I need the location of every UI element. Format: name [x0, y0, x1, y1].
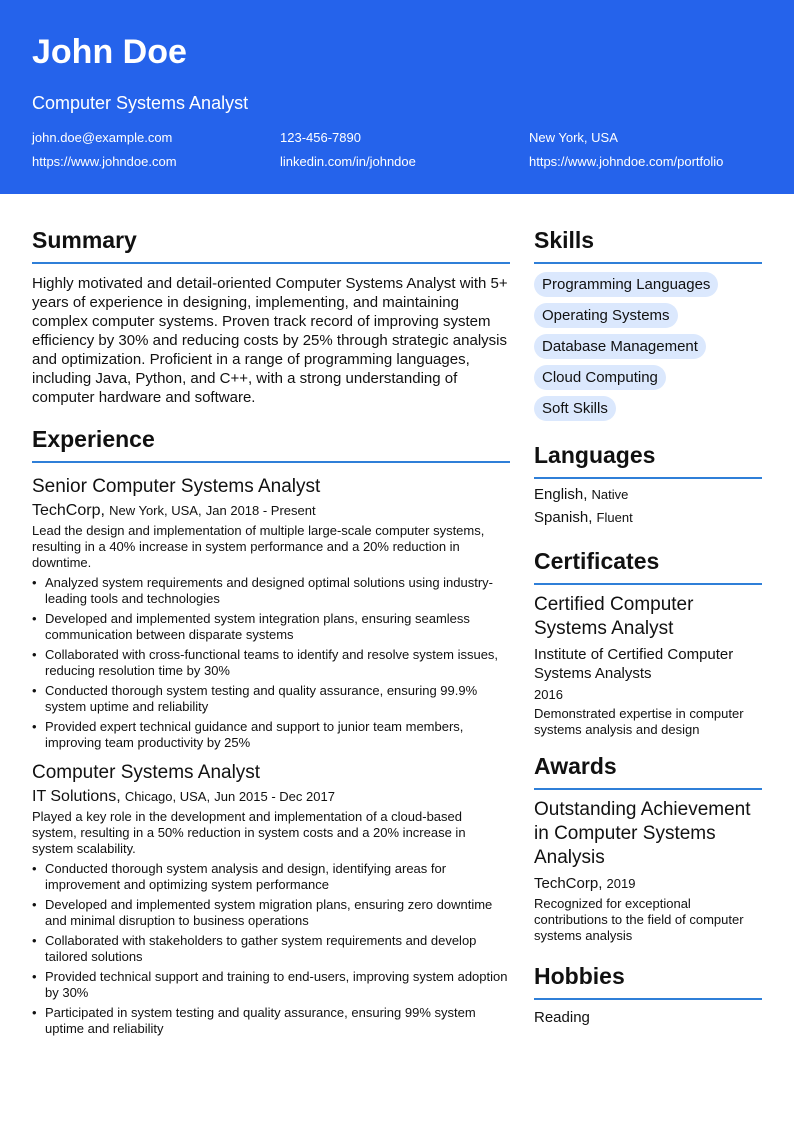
website-link[interactable]: https://www.johndoe.com [32, 154, 177, 169]
job-dates: Jan 2018 - Present [205, 503, 316, 518]
job-location: Chicago, USA, [124, 789, 211, 804]
job-bullets [32, 861, 510, 1037]
languages-list [534, 485, 762, 527]
award-year: 2019 [606, 876, 636, 891]
summary-text: Highly motivated and detail-oriented Computer Systems Analyst with 5+ years of experience in designing, implementing, and maintaining complex computer systems. Proven track record of improving system efficiency by 30% and reducing costs by 25% through strategic analysis and optimization. Proficient in a range of programming languages, including Java, Python, and C++, with a strong understanding of computer hardware and software. [32, 275, 508, 406]
job-bullet: • Developed and implemented system integration plans, ensuring seamless communication between disparate systems [32, 611, 510, 643]
main-column [32, 194, 510, 1041]
language-level: Native [591, 487, 629, 502]
job-entry [32, 761, 510, 1037]
certificate-issuer: Institute of Certified Computer Systems Analysts [534, 646, 734, 682]
job-bullets [32, 575, 510, 751]
skills-heading: Skills [534, 226, 762, 264]
skill-tag: Soft Skills [534, 396, 616, 421]
job-bullet: • Participated in system testing and quality assurance, ensuring 99% system uptime and reliability [32, 1005, 510, 1037]
job-meta [32, 787, 510, 806]
location: New York, USA [529, 130, 618, 145]
phone-number: 123-456-7890 [280, 130, 361, 145]
skill-tag: Programming Languages [534, 272, 718, 297]
job-bullet: • Provided expert technical guidance and support to junior team members, improving team productivity by 25% [32, 719, 510, 751]
job-bullet: • Provided technical support and training to end-users, improving system adoption by 30% [32, 969, 510, 1001]
candidate-title: Computer Systems Analyst [32, 93, 249, 113]
experience-heading: Experience [32, 425, 510, 463]
languages-heading: Languages [534, 441, 762, 479]
skill-tag: Database Management [534, 334, 706, 359]
hobby-item: Reading [534, 1009, 590, 1026]
job-bullet: • Developed and implemented system migration plans, ensuring zero downtime and minimal disruption to business operations [32, 897, 510, 929]
job-dates: Jun 2015 - Dec 2017 [214, 789, 335, 804]
job-company: IT Solutions, [32, 788, 121, 805]
skills-list [534, 272, 762, 427]
portfolio-link[interactable]: https://www.johndoe.com/portfolio [529, 154, 724, 169]
awards-heading: Awards [534, 752, 762, 790]
resume-header [0, 0, 794, 194]
certificates-heading: Certificates [534, 547, 762, 585]
language-item [534, 508, 762, 527]
summary-heading: Summary [32, 226, 510, 264]
job-meta [32, 501, 510, 520]
language-name: Spanish, [534, 509, 593, 526]
contact-info [32, 130, 762, 170]
certificate-name: Certified Computer Systems Analyst [534, 594, 694, 639]
job-location: New York, USA, [109, 503, 202, 518]
skill-tag: Operating Systems [534, 303, 678, 328]
job-description: Played a key role in the development and implementation of a cloud-based system, resulting in a 50% reduction in system costs and a 20% increase in system scalability. [32, 809, 466, 856]
certificate-description: Demonstrated expertise in computer systems analysis and design [534, 706, 744, 737]
job-entry [32, 475, 510, 751]
award-meta [534, 874, 762, 893]
email-link[interactable]: john.doe@example.com [32, 130, 173, 145]
job-title: Senior Computer Systems Analyst [32, 476, 321, 497]
language-level: Fluent [596, 510, 633, 525]
resume-body [0, 194, 794, 1041]
hobbies-heading: Hobbies [534, 962, 762, 1000]
award-description: Recognized for exceptional contributions to the field of computer systems analysis [534, 896, 744, 943]
job-bullet: • Collaborated with cross-functional teams to identify and resolve system issues, reducing resolution time by 30% [32, 647, 510, 679]
language-item [534, 485, 762, 504]
job-company: TechCorp, [32, 502, 105, 519]
side-column [534, 194, 762, 1041]
job-bullet: • Conducted thorough system testing and quality assurance, ensuring 99.9% system uptime and reliability [32, 683, 510, 715]
job-title: Computer Systems Analyst [32, 762, 261, 783]
job-bullet: • Collaborated with stakeholders to gather system requirements and develop tailored solutions [32, 933, 510, 965]
linkedin-link[interactable]: linkedin.com/in/johndoe [280, 154, 416, 169]
job-bullet: • Conducted thorough system analysis and design, identifying areas for improvement and optimizing system performance [32, 861, 510, 893]
certificate-year: 2016 [534, 687, 563, 702]
award-issuer: TechCorp, [534, 875, 603, 892]
candidate-name: John Doe [32, 33, 187, 71]
award-name: Outstanding Achievement in Computer Systems Analysis [534, 799, 751, 868]
job-bullet: • Analyzed system requirements and designed optimal solutions using industry-leading tools and technologies [32, 575, 510, 607]
skill-tag: Cloud Computing [534, 365, 666, 390]
language-name: English, [534, 486, 588, 503]
job-description: Lead the design and implementation of multiple large-scale computer systems, resulting in a 40% increase in system performance and a 20% reduction in downtime. [32, 523, 485, 570]
